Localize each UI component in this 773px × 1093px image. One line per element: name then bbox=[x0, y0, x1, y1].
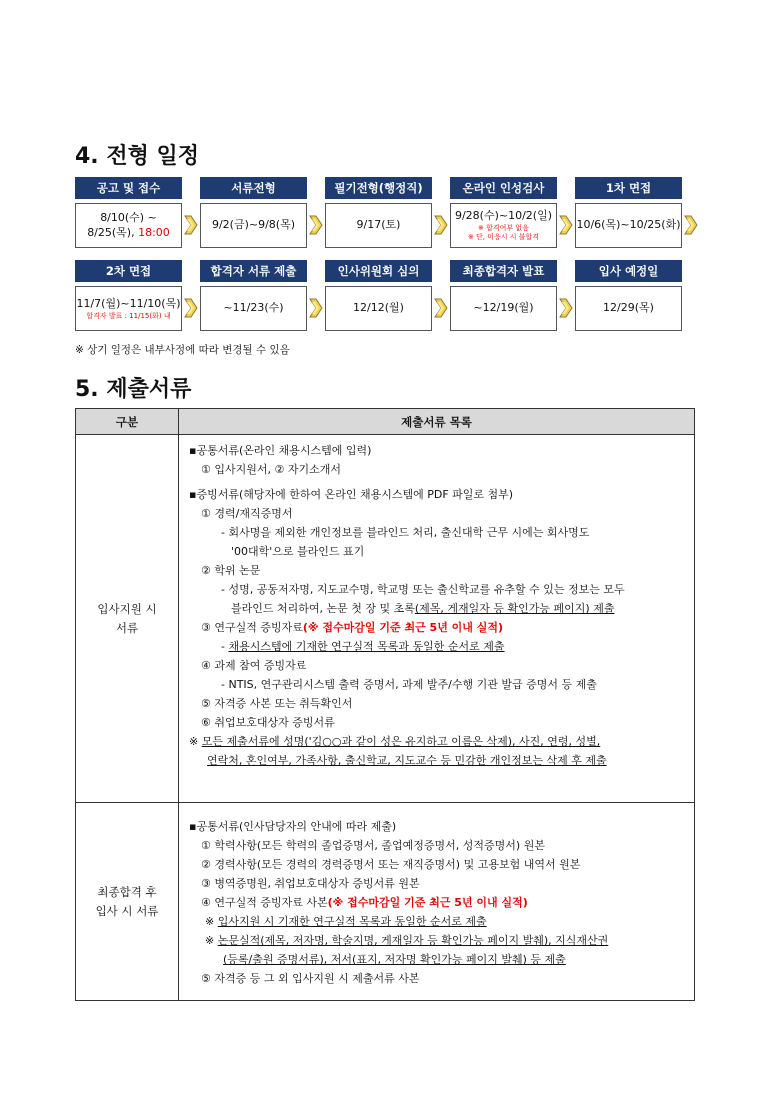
step-date-box bbox=[575, 203, 682, 248]
step-label: 서류전형 bbox=[200, 177, 307, 199]
list-item: ① 학력사항(모든 학력의 졸업증명서, 졸업예정증명서, 성적증명서) 원본 bbox=[201, 839, 545, 852]
list-item: (등록/출원 증명서류), 저서(표지, 저자명 확인가능 페이지 발췌) 등 제출 bbox=[223, 953, 566, 966]
step-date: 9/17(토) bbox=[356, 218, 401, 232]
list-item: ▪공통서류(인사담당자의 안내에 따라 제출) bbox=[189, 820, 397, 833]
step-date-box bbox=[200, 286, 307, 331]
step-date: 10/6(목)~10/25(화) bbox=[576, 218, 681, 232]
category-cell bbox=[76, 435, 179, 803]
schedule-note: ※ 상기 일정은 내부사정에 따라 변경될 수 있음 bbox=[75, 344, 290, 356]
list-item: - 회사명을 제외한 개인정보를 블라인드 처리, 출신대학 근무 시에는 회사명도 bbox=[221, 526, 590, 539]
category-label: 최종합격 후 bbox=[97, 885, 157, 900]
step-personality-test bbox=[450, 177, 557, 248]
list-item: ① 입사지원서, ② 자기소개서 bbox=[201, 463, 341, 476]
arrow-right-icon bbox=[309, 297, 323, 319]
section-4-title: 4. 전형 일정 bbox=[75, 144, 199, 169]
list-item: 블라인드 처리하여, 논문 첫 장 및 초록(제목, 게재일자 등 확인가능 페이지) 제출 bbox=[231, 602, 615, 615]
step-date-box bbox=[450, 286, 557, 331]
step-document-submission bbox=[200, 260, 307, 331]
step-date-box bbox=[75, 203, 182, 248]
list-item: - 채용시스템에 기재한 연구실적 목록과 동일한 순서로 제출 bbox=[221, 640, 505, 653]
category-label: 서류 bbox=[115, 620, 139, 635]
step-date: ~11/23(수) bbox=[223, 301, 284, 315]
step-first-interview bbox=[575, 177, 682, 248]
list-item: ▪증빙서류(해당자에 한하여 온라인 채용시스템에 PDF 파일로 첨부) bbox=[189, 488, 514, 501]
step-date: 9/2(금)~9/8(목) bbox=[211, 218, 296, 232]
arrow-right-icon bbox=[184, 297, 198, 319]
step-date-box bbox=[75, 286, 182, 331]
step-start-date bbox=[575, 260, 682, 331]
step-label: 2차 면접 bbox=[75, 260, 182, 282]
list-item: ※ 입사지원 시 기재한 연구실적 목록과 동일한 순서로 제출 bbox=[205, 915, 487, 928]
step-date: ~12/19(월) bbox=[473, 301, 534, 315]
section-5-title: 5. 제출서류 bbox=[75, 377, 192, 402]
documents-cell bbox=[179, 803, 695, 1001]
category-cell bbox=[76, 803, 179, 1001]
step-date-box bbox=[325, 203, 432, 248]
step-note: 합격자 발표 : 11/15(화) 내 bbox=[86, 311, 171, 320]
documents-cell bbox=[179, 435, 695, 803]
list-item: ▪공통서류(온라인 채용시스템에 입력) bbox=[189, 444, 372, 457]
deadline-time: 18:00 bbox=[138, 225, 170, 239]
step-date: 8/25(목), bbox=[87, 225, 139, 239]
column-header-category: 구분 bbox=[76, 409, 179, 435]
step-label: 인사위원회 심의 bbox=[325, 260, 432, 282]
list-item: ③ 병역증명원, 취업보호대상자 증빙서류 원본 bbox=[201, 877, 420, 890]
step-document-screening bbox=[200, 177, 307, 248]
step-label: 최종합격자 발표 bbox=[450, 260, 557, 282]
list-item: ④ 연구실적 증빙자료 사본(※ 접수마감일 기준 최근 5년 이내 실적) bbox=[201, 896, 528, 909]
arrow-right-icon bbox=[309, 214, 323, 236]
step-final-announcement bbox=[450, 260, 557, 331]
table-row bbox=[76, 435, 695, 803]
list-item: ※ 모든 제출서류에 성명('김○○과 같이 성은 유지하고 이름은 삭제), 사진, 연령, 성별, bbox=[189, 735, 601, 748]
step-hr-committee bbox=[325, 260, 432, 331]
step-label: 합격자 서류 제출 bbox=[200, 260, 307, 282]
step-date: 8/10(수) ~ bbox=[100, 210, 157, 224]
arrow-right-icon bbox=[434, 214, 448, 236]
list-item: '00대학'으로 블라인드 표기 bbox=[231, 545, 365, 558]
step-label: 온라인 인성검사 bbox=[450, 177, 557, 199]
documents-table bbox=[75, 408, 695, 1001]
step-label: 1차 면접 bbox=[575, 177, 682, 199]
step-announcement bbox=[75, 177, 182, 248]
step-label: 공고 및 접수 bbox=[75, 177, 182, 199]
list-item: ⑤ 자격증 사본 또는 취득확인서 bbox=[201, 697, 353, 710]
list-item: - NTIS, 연구관리시스템 출력 증명서, 과제 발주/수행 기관 발급 증명서 등 제출 bbox=[221, 678, 597, 691]
step-date: 12/12(월) bbox=[353, 301, 404, 315]
step-date-box bbox=[450, 203, 557, 248]
list-item: ④ 과제 참여 증빙자료 bbox=[201, 659, 307, 672]
list-item: ⑤ 자격증 등 그 외 입사지원 시 제출서류 사본 bbox=[201, 972, 420, 985]
list-item: ③ 연구실적 증빙자료(※ 접수마감일 기준 최근 5년 이내 실적) bbox=[201, 621, 504, 634]
table-header-row bbox=[76, 409, 695, 435]
step-date: 12/29(목) bbox=[603, 301, 654, 315]
step-date-box bbox=[325, 286, 432, 331]
category-label: 입사 시 서류 bbox=[95, 903, 159, 918]
arrow-right-icon bbox=[684, 214, 698, 236]
step-date: 9/28(수)~10/2(일) bbox=[454, 209, 553, 223]
list-item: ⑥ 취업보호대상자 증빙서류 bbox=[201, 716, 335, 729]
list-item: ※ 논문실적(제목, 저자명, 학술지명, 게재일자 등 확인가능 페이지 발췌), 지식재산권 bbox=[205, 934, 609, 947]
list-item: ① 경력/재직증명서 bbox=[201, 507, 293, 520]
step-second-interview bbox=[75, 260, 182, 331]
column-header-documents: 제출서류 목록 bbox=[179, 409, 695, 435]
step-label: 입사 예정일 bbox=[575, 260, 682, 282]
step-note: ※ 단, 미응시 시 불합격 bbox=[467, 232, 540, 241]
step-note: ※ 합격여부 없음 bbox=[478, 224, 529, 233]
step-written-exam bbox=[325, 177, 432, 248]
category-label: 입사지원 시 bbox=[97, 602, 157, 617]
arrow-right-icon bbox=[559, 214, 573, 236]
list-item: ② 경력사항(모든 경력의 경력증명서 또는 재직증명서) 및 고용보험 내역서 원본 bbox=[201, 858, 581, 871]
arrow-right-icon bbox=[184, 214, 198, 236]
list-item: 연락처, 혼인여부, 가족사항, 출신학교, 지도교수 등 민감한 개인정보는 삭제 후 제출 bbox=[207, 754, 607, 767]
table-row bbox=[76, 803, 695, 1001]
step-date-box bbox=[575, 286, 682, 331]
list-item: ② 학위 논문 bbox=[201, 564, 261, 577]
step-date-box bbox=[200, 203, 307, 248]
arrow-right-icon bbox=[559, 297, 573, 319]
step-label: 필기전형(행정직) bbox=[325, 177, 432, 199]
list-item: - 성명, 공동저자명, 지도교수명, 학교명 또는 출신학교를 유추할 수 있는 정보는 모두 bbox=[221, 583, 625, 596]
step-date: 11/7(월)~11/10(목) bbox=[76, 296, 181, 310]
arrow-right-icon bbox=[434, 297, 448, 319]
